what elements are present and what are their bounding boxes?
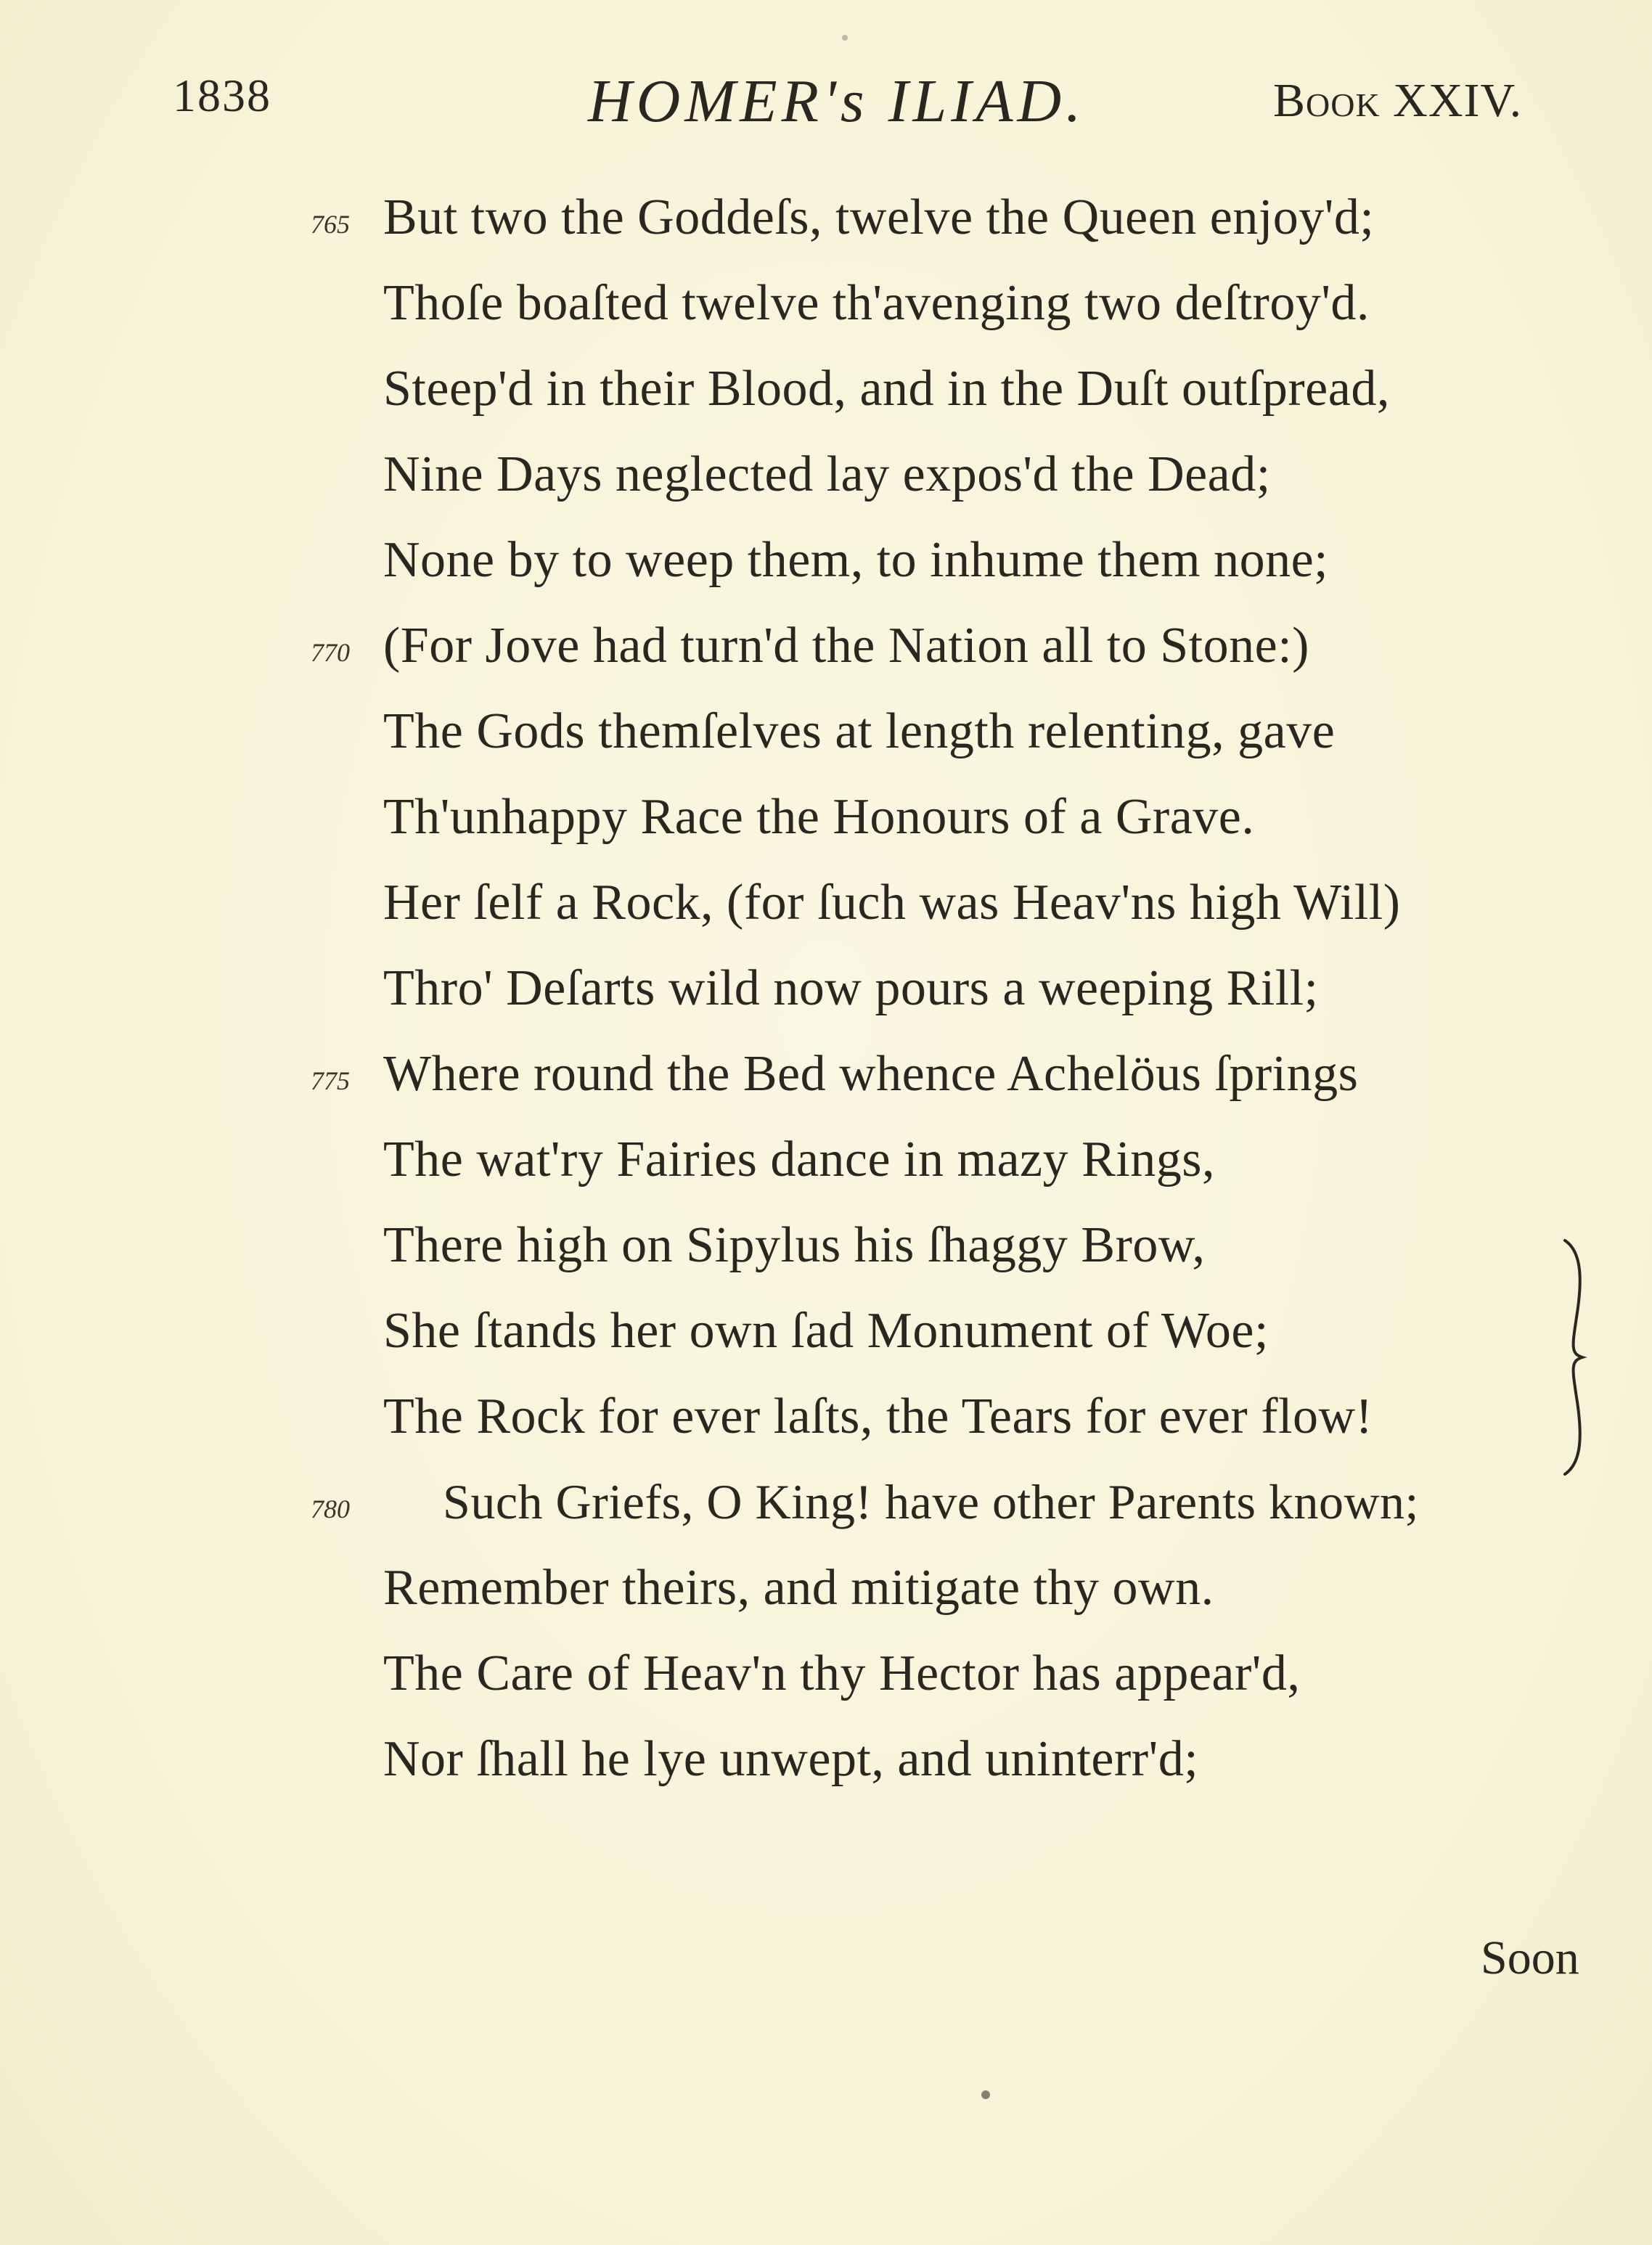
verse-line [0, 1045, 1652, 1118]
verse-line [0, 1131, 1652, 1203]
verse-line [0, 703, 1652, 775]
verse-line [0, 874, 1652, 946]
triplet-brace [1561, 1238, 1590, 1477]
verse-text: Th'unhappy Race the Honours of a Grave. [383, 789, 1255, 845]
line-number: 765 [311, 210, 350, 239]
verse-text: The Rock for ever laſts, the Tears for ever flow! [383, 1389, 1373, 1444]
verse-text: Nine Days neglected lay expos'd the Dead; [383, 446, 1271, 502]
ink-speck [842, 35, 848, 41]
verse-text: There high on Sipylus his ſhaggy Brow, [383, 1217, 1206, 1273]
running-title: HOMER's ILIAD. [588, 68, 1086, 135]
verse-line [0, 1730, 1652, 1803]
verse-line [0, 1216, 1652, 1289]
line-number: 775 [311, 1066, 350, 1095]
verse-text: Thro' Deſarts wild now pours a weeping Rill; [383, 960, 1319, 1016]
verse-text: Nor ſhall he lye unwept, and uninterr'd; [383, 1731, 1199, 1787]
verse-text: The wat'ry Fairies dance in mazy Rings, [383, 1132, 1215, 1187]
verse-text: She ſtands her own ſad Monument of Woe; [383, 1303, 1269, 1359]
book-label: Book XXIV. [1273, 74, 1523, 127]
verse-line [0, 531, 1652, 604]
verse-line [0, 446, 1652, 518]
verse-line [0, 1645, 1652, 1717]
page-number: 1838 [173, 70, 271, 121]
verse-text: (For Jove had turn'd the Nation all to Stone:) [383, 618, 1309, 674]
verse-text: None by to weep them, to inhume them none; [383, 532, 1329, 588]
verse-text: Remember theirs, and mitigate thy own. [383, 1560, 1214, 1616]
catchword: Soon [1481, 1931, 1579, 1984]
verse-text: But two the Goddeſs, twelve the Queen enjoy'd; [383, 189, 1375, 245]
verse-text: Such Griefs, O King! have other Parents known; [443, 1474, 1419, 1529]
line-number: 770 [311, 638, 350, 667]
verse-line [0, 1473, 1652, 1546]
verse-text: Thoſe boaſted twelve th'avenging two deſtroy'd. [383, 275, 1370, 331]
ink-speck [981, 2090, 990, 2099]
verse-line [0, 960, 1652, 1032]
verse-line [0, 1302, 1652, 1375]
verse-line [0, 1388, 1652, 1460]
verse-line [0, 1559, 1652, 1632]
verse-line [0, 360, 1652, 433]
verse-line [0, 189, 1652, 261]
verse-text: Steep'd in their Blood, and in the Duſt outſpread, [383, 361, 1390, 417]
verse-line [0, 617, 1652, 690]
verse-line [0, 274, 1652, 347]
line-number: 780 [311, 1494, 350, 1524]
verse-text: Her ſelf a Rock, (for ſuch was Heav'ns high Will) [383, 875, 1401, 931]
verse-text: The Gods themſelves at length relenting, gave [383, 703, 1336, 759]
verse-line [0, 788, 1652, 861]
page-header [0, 69, 1652, 149]
verse-text: Where round the Bed whence Achelöus ſprings [383, 1046, 1359, 1102]
verse-text: The Care of Heav'n thy Hector has appear'd, [383, 1645, 1301, 1701]
